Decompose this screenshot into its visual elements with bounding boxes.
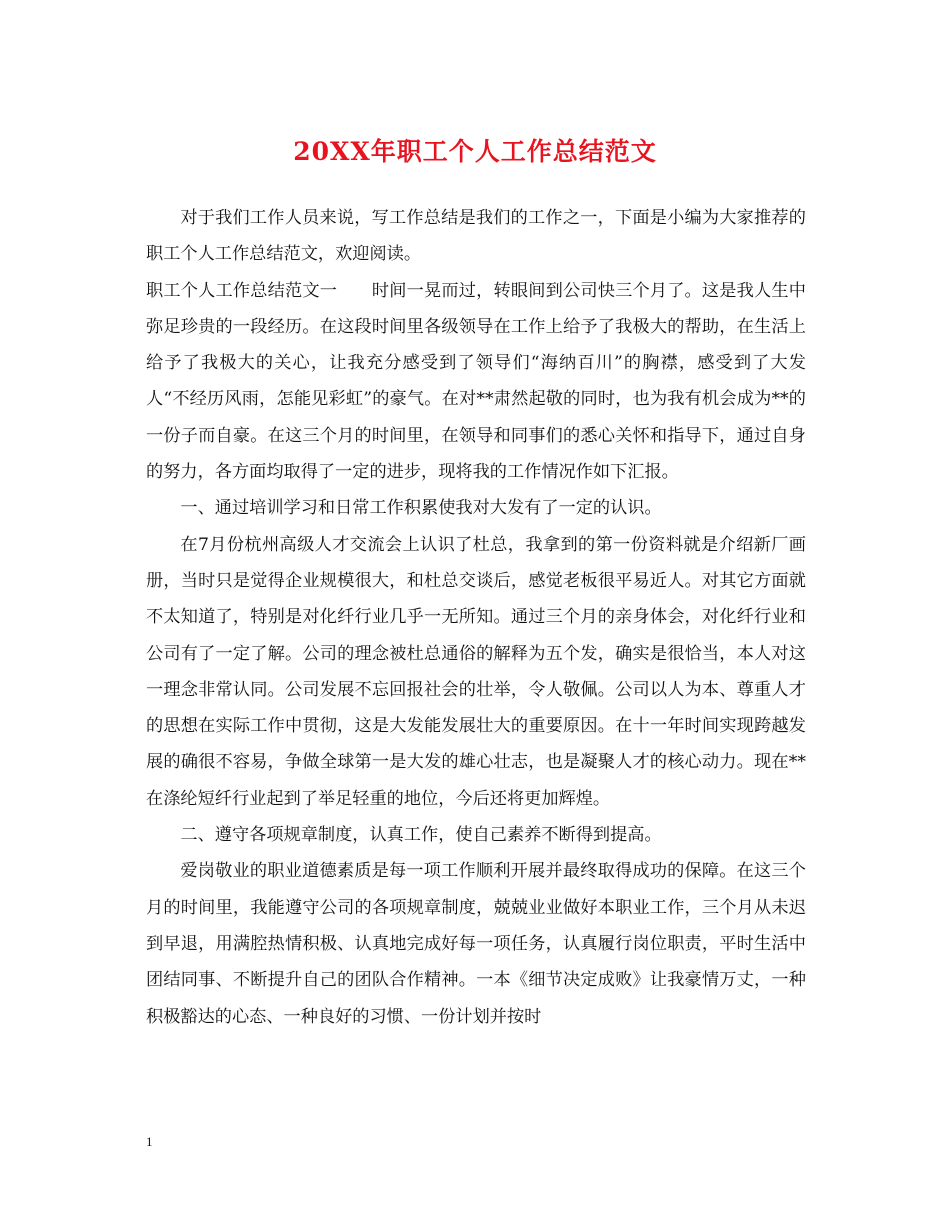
section-two-paragraph: 爱岗敬业的职业道德素质是每一项工作顺利开展并最终取得成功的保障。在这三个月的时间里，我能遵守公司的各项规章制度，兢兢业业做好本职业工作，三个月从未迟到早退，用满腔热情积极、认真地完成好每一项任务，认真履行岗位职责，平时生活中团结同事、不断提升自己的团队合作精神。一本《细节决定成败》让我豪情万丈，一种积极豁达的心态、一种良好的习惯、一份计划并按时	[146, 861, 806, 1027]
document-body	[146, 200, 806, 1035]
intro-paragraph: 对于我们工作人员来说，写工作总结是我们的工作之一，下面是小编为大家推荐的职工个人工作总结范文，欢迎阅读。	[146, 208, 806, 265]
section-heading-one: 一、通过培训学习和日常工作积累使我对大发有了一定的认识。	[180, 498, 662, 519]
section-one-paragraph: 在7月份杭州高级人才交流会上认识了杜总，我拿到的第一份资料就是介绍新厂画册，当时只是觉得企业规模很大，和杜总交谈后，感觉老板很平易近人。对其它方面就不太知道了，特别是对化纤行业几乎一无所知。通过三个月的亲身体会，对化纤行业和公司有了一定了解。公司的理念被杜总通俗的解释为五个发，确实是很恰当，本人对这一理念非常认同。公司发展不忘回报社会的壮举，令人敬佩。公司以人为本、尊重人才的思想在实际工作中贯彻，这是大发能发展壮大的重要原因。在十一年时间实现跨越发展的确很不容易，争做全球第一是大发的雄心壮志，也是凝聚人才的核心动力。现在**在涤纶短纤行业起到了举足轻重的地位，今后还将更加辉煌。	[146, 534, 806, 809]
page-number: 1	[146, 1134, 153, 1149]
sample-one-paragraph: 职工个人工作总结范文一 时间一晃而过，转眼间到公司快三个月了。这是我人生中弥足珍贵的一段经历。在这段时间里各级领导在工作上给予了我极大的帮助，在生活上给予了我极大的关心，让我充分感受到了领导们“海纳百川”的胸襟，感受到了大发人“不经历风雨，怎能见彩虹”的豪气。在对**肃然起敬的同时，也为我有机会成为**的一份子而自豪。在这三个月的时间里，在领导和同事们的悉心关怀和指导下，通过自身的努力，各方面均取得了一定的进步，现将我的工作情况作如下汇报。	[146, 280, 806, 483]
document-title: 20XX年职工个人工作总结范文	[293, 137, 657, 166]
section-heading-two: 二、遵守各项规章制度，认真工作，使自己素养不断得到提高。	[180, 825, 662, 846]
